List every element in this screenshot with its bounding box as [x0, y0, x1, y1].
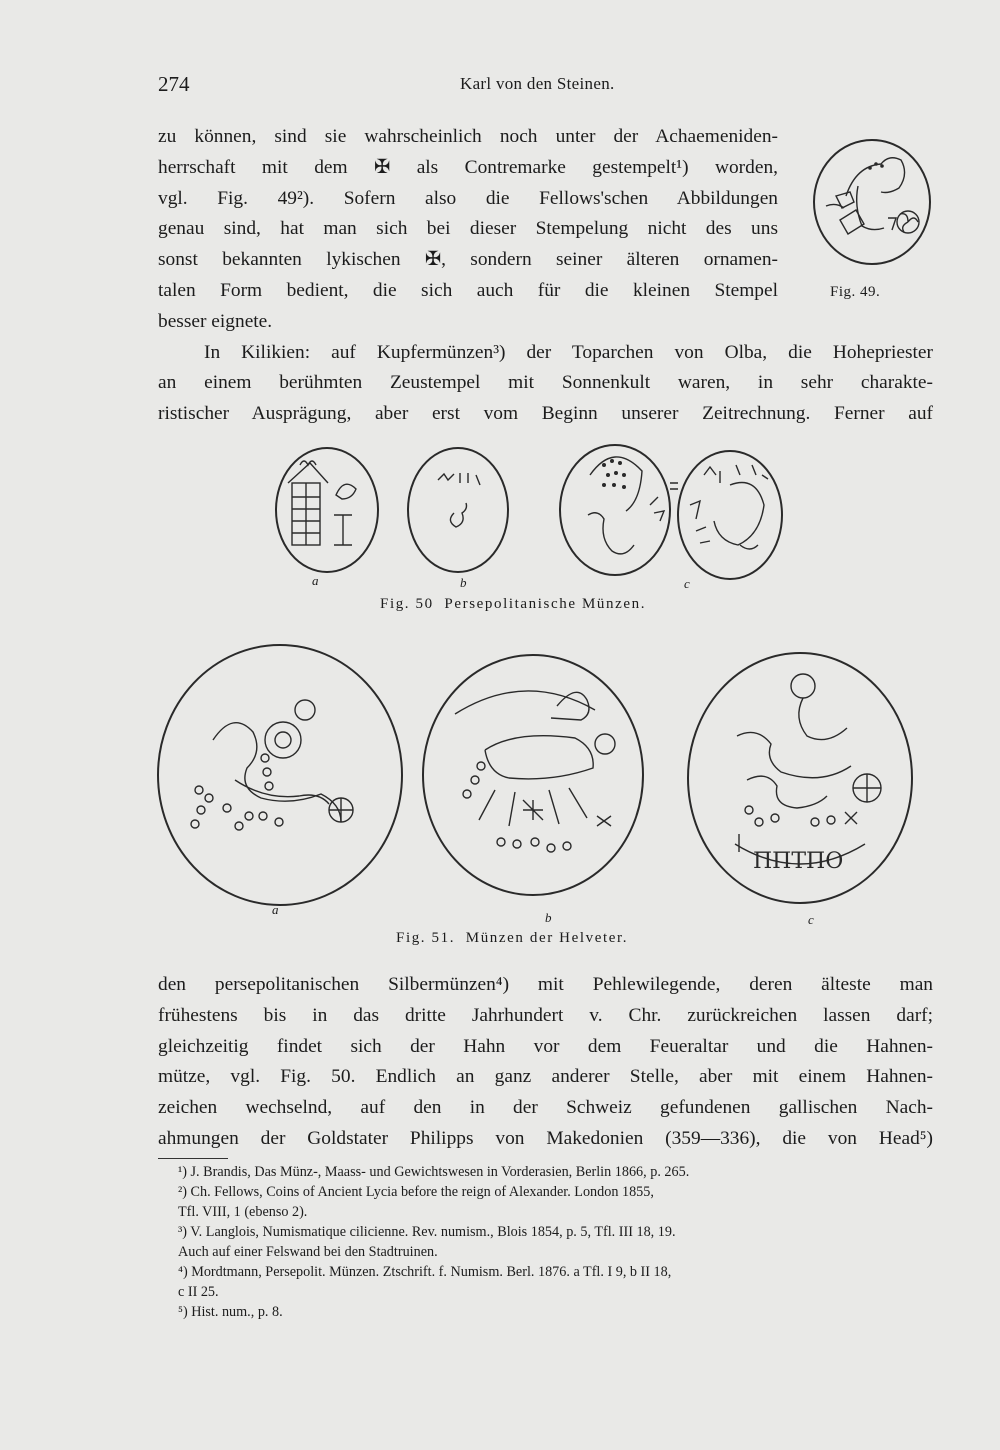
footnote-3-continued: Auch auf einer Felswand bei den Stadtruinen.: [178, 1244, 438, 1260]
fig50-caption-number: Fig. 50: [380, 596, 434, 612]
fig51-label-a: a: [272, 902, 279, 917]
text-line: mütze, vgl. Fig. 50. Endlich an ganz anderer Stelle, aber mit einem Hahnen-: [158, 1066, 933, 1088]
paragraph-3: [158, 970, 933, 1155]
fig50-coins-illustration: [270, 435, 910, 585]
fig49-caption: Fig. 49.: [830, 284, 881, 300]
fig51-caption-title: Münzen der Helveter.: [465, 930, 629, 946]
text-line: frühestens bis in das dritte Jahrhundert v. Chr. zurückreichen lassen darf;: [158, 1004, 933, 1026]
text-line: zu können, sind sie wahrscheinlich noch unter der Achaemeniden-: [158, 126, 778, 147]
running-head: Karl von den Steinen.: [460, 74, 615, 93]
text-line: besser eignete.: [158, 310, 273, 332]
footnote-5: ⁵) Hist. num., p. 8.: [178, 1304, 283, 1320]
fig51-caption-number: Fig. 51.: [396, 930, 456, 946]
footnote-2-continued: Tfl. VIII, 1 (ebenso 2).: [178, 1204, 308, 1220]
text-line: an einem berühmten Zeustempel mit Sonnenkult waren, in sehr charakte-: [158, 372, 933, 394]
text-line: sonst bekannten lykischen ✠, sondern seiner älteren ornamen-: [158, 249, 778, 271]
text-line: ristischer Ausprägung, aber erst vom Beginn unserer Zeitrechnung. Ferner auf: [158, 403, 933, 425]
text-line: den persepolitanischen Silbermünzen⁴) mit Pehlewilegende, deren älteste man: [158, 974, 933, 995]
footnotes: [178, 1162, 918, 1322]
text-line: talen Form bedient, die sich auch für die kleinen Stempel: [158, 279, 778, 301]
fig50-label-a: a: [312, 573, 319, 588]
fig50-caption: [380, 596, 646, 613]
fig50-caption-title: Persepolitanische Münzen.: [444, 596, 647, 612]
footnote-4: ⁴) Mordtmann, Persepolit. Münzen. Ztschrift. f. Numism. Berl. 1876. a Tfl. I 9, b II 18,: [178, 1264, 672, 1280]
footnote-4-continued: c II 25.: [178, 1284, 219, 1300]
text-line: In Kilikien: auf Kupfermünzen³) der Toparchen von Olba, die Hohepriester: [204, 341, 933, 363]
footnote-divider: [158, 1158, 228, 1159]
text-line: vgl. Fig. 49²). Sofern also die Fellows'schen Abbildungen: [158, 187, 778, 209]
page-number: 274: [158, 72, 190, 96]
fig51-label-c: c: [808, 912, 814, 927]
fig50-label-c: c: [684, 576, 690, 591]
fig51-caption: [396, 930, 628, 947]
fig51-label-b: b: [545, 910, 552, 925]
text-line: genau sind, hat man sich bei dieser Stempelung nicht des uns: [158, 218, 778, 240]
text-line: gleichzeitig findet sich der Hahn vor dem Feueraltar und die Hahnen-: [158, 1035, 933, 1057]
footnote-2: ²) Ch. Fellows, Coins of Ancient Lycia before the reign of Alexander. London 1855,: [178, 1184, 654, 1200]
fig50-label-b: b: [460, 575, 467, 590]
text-line: zeichen wechselnd, auf den in der Schweiz gefundenen gallischen Nach-: [158, 1097, 933, 1119]
fig49-coin-illustration: [806, 136, 941, 276]
footnote-3: ³) V. Langlois, Numismatique cilicienne. Rev. numism., Blois 1854, p. 5, Tfl. III 18, 19.: [178, 1224, 676, 1240]
text-line: herrschaft mit dem ✠ als Contremarke gestempelt¹) worden,: [158, 156, 778, 178]
fig51-coins-illustration: [155, 640, 915, 910]
fig51-coin-c-legend: ΠΠΤΠΟ: [753, 849, 844, 874]
footnote-1: ¹) J. Brandis, Das Münz-, Maass- und Gewichtswesen in Vorderasien, Berlin 1866, p. 265.: [178, 1164, 690, 1180]
text-line: ahmungen der Goldstater Philipps von Makedonien (359—336), die von Head⁵): [158, 1127, 933, 1149]
